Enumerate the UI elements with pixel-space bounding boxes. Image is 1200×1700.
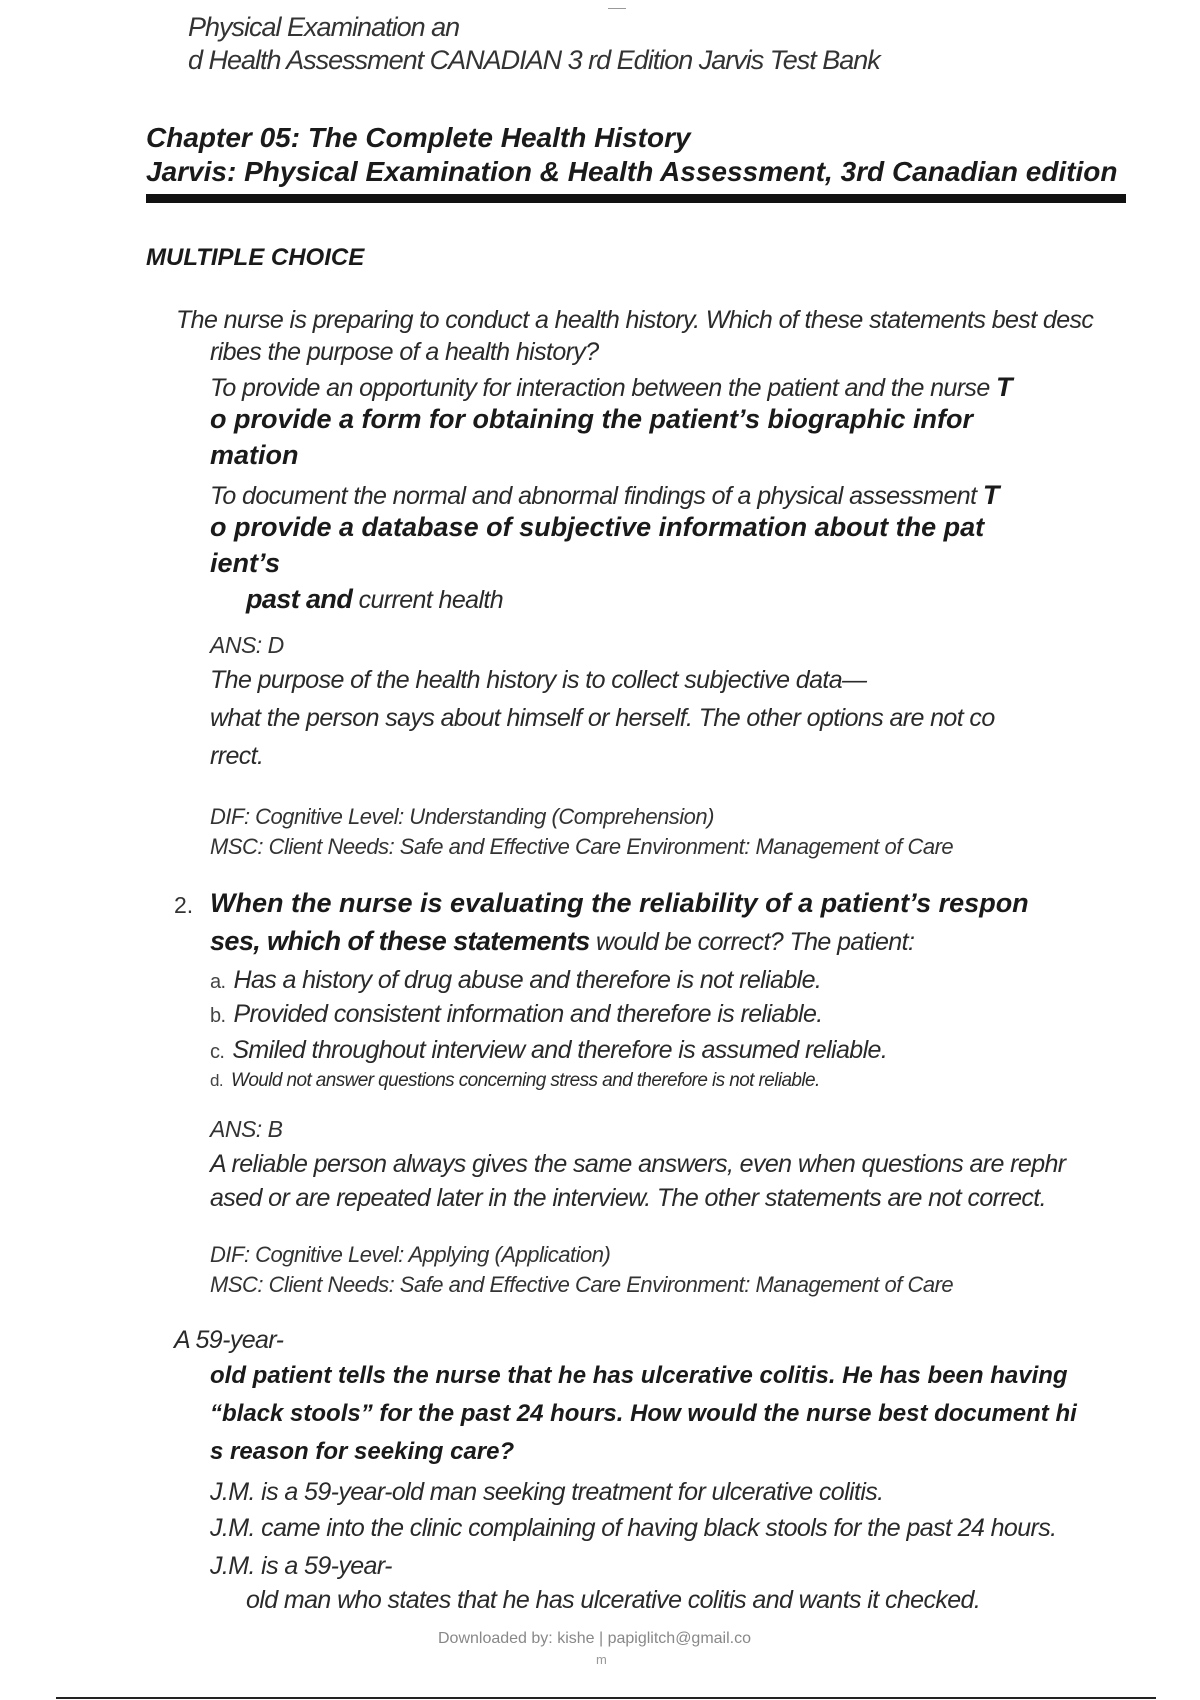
q1-option-d-rest: current health: [352, 586, 504, 614]
header-line-1: Physical Examination an: [188, 12, 460, 42]
q3-stem-line-4: s reason for seeking care?: [210, 1438, 515, 1465]
download-watermark: Downloaded by: kishe | papiglitch@gmail.co: [438, 1630, 752, 1647]
chapter-title: Chapter 05: The Complete Health History: [146, 122, 691, 153]
q2-option-d-text: Would not answer questions concerning stress and therefore is not reliable.: [230, 1070, 820, 1091]
book-title: Jarvis: Physical Examination & Health Assessment, 3rd Canadian edition: [146, 156, 1118, 187]
q1-answer: ANS: D: [210, 632, 284, 658]
q1-option-d-line-1: o provide a database of subjective information about the pat: [210, 512, 985, 542]
q2-rationale-line-1: A reliable person always gives the same answers, even when questions are rephr: [210, 1150, 1066, 1178]
q2-stem-bold: ses, which of these statements: [210, 926, 590, 956]
q1-rationale-line-3: rrect.: [210, 742, 264, 770]
q3-option-b: J.M. came into the clinic complaining of having black stools for the past 24 hours.: [210, 1514, 1057, 1542]
q3-stem-line-2: old patient tells the nurse that he has ulcerative colitis. He has been having: [210, 1362, 1068, 1389]
section-heading: MULTIPLE CHOICE: [146, 244, 365, 271]
q2-option-d-letter: d.: [210, 1071, 223, 1090]
q2-msc: MSC: Client Needs: Safe and Effective Care Environment: Management of Care: [210, 1272, 954, 1297]
header-line-2: d Health Assessment CANADIAN 3 rd Edition Jarvis Test Bank: [188, 45, 880, 75]
q3-option-c-line-1: J.M. is a 59-year-: [210, 1552, 392, 1580]
q3-option-c-line-2: old man who states that he has ulcerative colitis and wants it checked.: [246, 1586, 981, 1614]
q1-msc: MSC: Client Needs: Safe and Effective Care Environment: Management of Care: [210, 834, 954, 859]
q1-option-a: [210, 372, 1012, 403]
q2-option-c: [210, 1036, 887, 1065]
q3-stem-line-1: A 59-year-: [174, 1326, 284, 1354]
q1-option-d-line-3: [246, 584, 503, 615]
download-watermark-wrap: m: [596, 1652, 607, 1667]
q2-difficulty: DIF: Cognitive Level: Applying (Application): [210, 1242, 611, 1267]
q2-option-a-letter: a.: [210, 971, 226, 993]
q1-option-b-start: T: [995, 372, 1012, 402]
q3-stem-line-3: “black stools” for the past 24 hours. How would the nurse best document hi: [210, 1400, 1077, 1427]
q1-option-d-line-2: ient’s: [210, 548, 281, 578]
q2-option-c-letter: c.: [210, 1041, 225, 1063]
q1-option-c: [210, 480, 999, 511]
q2-answer: ANS: B: [210, 1116, 283, 1142]
q1-option-c-text: To document the normal and abnormal findings of a physical assessment: [210, 482, 983, 510]
title-rule: [146, 194, 1126, 203]
q1-difficulty: DIF: Cognitive Level: Understanding (Comprehension): [210, 804, 714, 829]
q1-stem-line-1: The nurse is preparing to conduct a health history. Which of these statements best desc: [176, 306, 1094, 334]
q2-option-d: [210, 1070, 820, 1092]
q1-option-a-text: To provide an opportunity for interaction between the patient and the nurse: [210, 374, 996, 402]
q2-option-c-text: Smiled throughout interview and therefore is assumed reliable.: [232, 1036, 888, 1064]
q1-rationale-line-2: what the person says about himself or herself. The other options are not co: [210, 704, 995, 732]
footer-rule: [56, 1697, 1156, 1699]
q2-option-a-text: Has a history of drug abuse and therefore is not reliable.: [233, 966, 822, 994]
q2-option-b-letter: b.: [210, 1005, 226, 1027]
q1-option-b-line-2: mation: [210, 440, 299, 470]
q3-option-a: J.M. is a 59-year-old man seeking treatment for ulcerative colitis.: [210, 1478, 884, 1506]
q1-option-d-bold: past and: [246, 584, 353, 614]
q2-stem-line-1: When the nurse is evaluating the reliability of a patient’s respon: [210, 888, 1029, 918]
q2-rationale-line-2: ased or are repeated later in the interview. The other statements are not correct.: [210, 1184, 1046, 1212]
q2-stem-rest: would be correct? The patient:: [589, 928, 915, 956]
q2-option-a: [210, 966, 821, 995]
q2-number: 2.: [174, 892, 194, 918]
q1-option-d-start: T: [982, 480, 999, 510]
q2-option-b: [210, 1000, 823, 1029]
q1-rationale-line-1: The purpose of the health history is to collect subjective data—: [210, 666, 867, 694]
q2-stem-line-2: [210, 926, 914, 957]
q1-option-b-line-1: o provide a form for obtaining the patient’s biographic infor: [210, 404, 974, 434]
q1-stem-line-2: ribes the purpose of a health history?: [210, 338, 599, 366]
top-divider: [608, 8, 626, 9]
q2-option-b-text: Provided consistent information and therefore is reliable.: [233, 1000, 823, 1028]
